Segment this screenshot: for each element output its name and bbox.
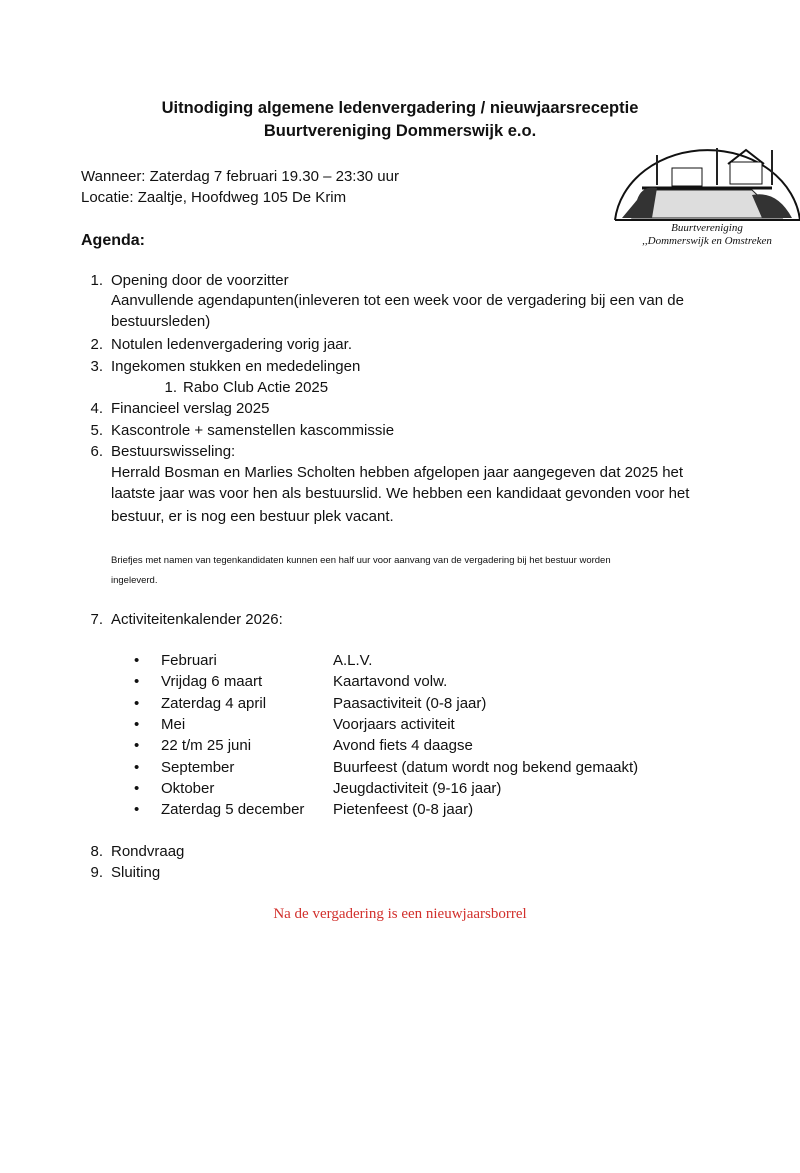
title-line-2: Buurtvereniging Dommerswijk e.o.: [263, 122, 537, 140]
agenda-item-text: Herrald Bosman en Marlies Scholten hebben afgelopen jaar aangegeven dat 2025 het: [111, 464, 684, 481]
calendar-activity: Jeugdactiviteit (9-16 jaar): [333, 779, 502, 797]
agenda-item: Bestuurswisseling:: [111, 443, 236, 460]
item-number: 4.: [90, 400, 103, 417]
bullet-icon: •: [134, 758, 140, 776]
logo-illustration-icon: [612, 140, 800, 222]
calendar-date: 22 t/m 25 juni: [161, 737, 252, 755]
note-text: Briefjes met namen van tegenkandidaten kunnen een half uur voor aanvang van de vergadering bij het bestuur worden: [111, 555, 611, 566]
note-text: ingeleverd.: [111, 575, 158, 586]
agenda-item: Rondvraag: [111, 843, 185, 860]
agenda-item-text: bestuursleden): [111, 313, 211, 330]
agenda-item-text: laatste jaar was voor hen als bestuurslid. We hebben een kandidaat gevonden voor het: [111, 485, 690, 502]
calendar-activity: Pietenfeest (0-8 jaar): [333, 801, 474, 819]
calendar-activity: Voorjaars activiteit: [333, 715, 455, 733]
item-number: 5.: [90, 422, 103, 439]
title-line-1: Uitnodiging algemene ledenvergadering / nieuwjaarsreceptie: [161, 99, 639, 117]
logo-line-2: ,,Dommerswijk en Omstreken: [642, 235, 772, 247]
agenda-heading: Agenda:: [81, 232, 145, 249]
item-number: 8.: [90, 843, 103, 860]
item-number: 3.: [90, 358, 103, 375]
calendar-activity: Avond fiets 4 daagse: [333, 737, 473, 755]
calendar-activity: Paasactiviteit (0-8 jaar): [333, 694, 487, 712]
calendar-activity: Buurfeest (datum wordt nog bekend gemaakt): [333, 758, 639, 776]
wanneer-text: Wanneer: Zaterdag 7 februari 19.30 – 23:30 uur: [81, 168, 399, 185]
logo-line-1: Buurtvereniging: [671, 222, 743, 234]
agenda-item: Sluiting: [111, 864, 161, 881]
agenda-item: Kascontrole + samenstellen kascommissie: [111, 422, 395, 439]
agenda-item: Financieel verslag 2025: [111, 400, 270, 417]
calendar-activity: A.L.V.: [333, 652, 373, 669]
closing-note: Na de vergadering is een nieuwjaarsborrel: [273, 906, 527, 922]
calendar-date: Februari: [161, 652, 217, 669]
agenda-item: Activiteitenkalender 2026:: [111, 611, 283, 628]
item-number: 2.: [90, 336, 103, 353]
agenda-item: Notulen ledenvergadering vorig jaar.: [111, 336, 352, 353]
locatie-text: Locatie: Zaaltje, Hoofdweg 105 De Krim: [81, 189, 347, 206]
calendar-date: Zaterdag 5 december: [161, 801, 305, 819]
item-number: 7.: [90, 611, 103, 628]
item-number: 6.: [90, 443, 103, 460]
calendar-date: September: [161, 758, 235, 776]
item-number: 9.: [90, 864, 103, 881]
calendar-date: Mei: [161, 715, 186, 733]
bullet-icon: •: [134, 737, 140, 755]
agenda-item-text: Aanvullende agendapunten(inleveren tot een week voor de vergadering bij een van de: [111, 292, 684, 309]
calendar-date: Zaterdag 4 april: [161, 694, 267, 712]
calendar-date: Oktober: [161, 779, 215, 797]
bullet-icon: •: [134, 801, 140, 819]
item-number: 1.: [90, 272, 103, 289]
agenda-item: Ingekomen stukken en mededelingen: [111, 358, 361, 375]
agenda-sub-item: Rabo Club Actie 2025: [183, 379, 329, 396]
sub-item-number: 1.: [164, 379, 177, 396]
bullet-icon: •: [134, 652, 140, 669]
calendar-activity: Kaartavond volw.: [333, 673, 448, 691]
logo-text: [612, 222, 800, 248]
bullet-icon: •: [134, 715, 140, 733]
agenda-item-text: bestuur, er is nog een bestuur plek vacant.: [111, 508, 394, 525]
agenda-item: Opening door de voorzitter: [111, 272, 289, 289]
association-logo: [612, 140, 800, 255]
bullet-icon: •: [134, 673, 140, 691]
bullet-icon: •: [134, 694, 140, 712]
calendar-date: Vrijdag 6 maart: [161, 673, 263, 691]
bullet-icon: •: [134, 779, 140, 797]
